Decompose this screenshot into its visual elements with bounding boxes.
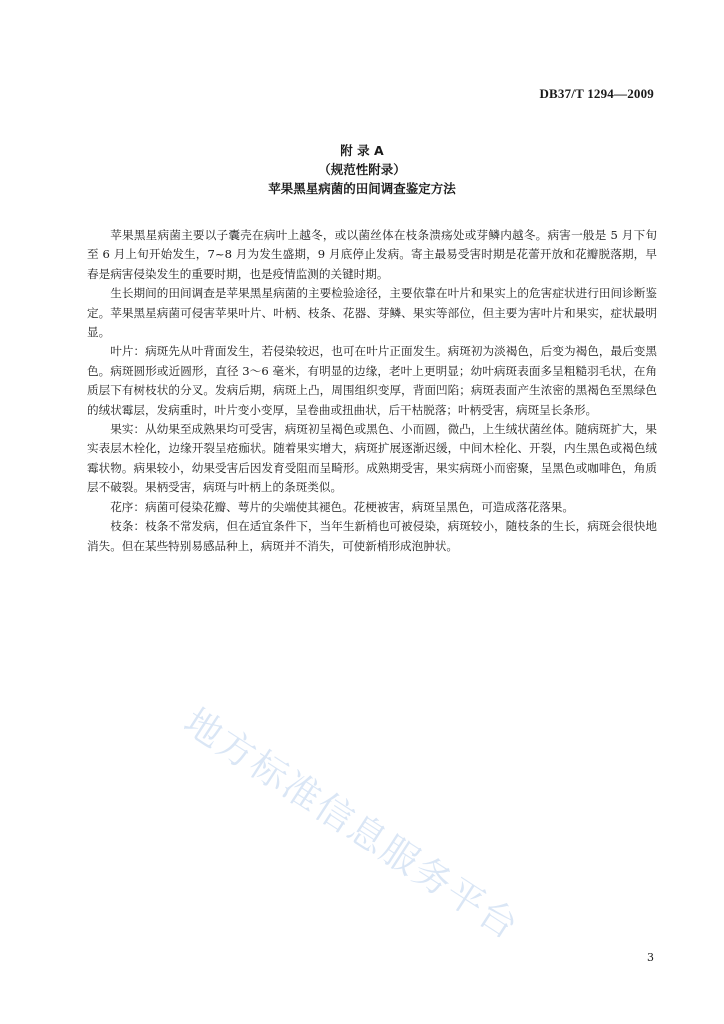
watermark-text: 地方标准信息服务平台 xyxy=(176,699,527,949)
paragraph-overwintering: 苹果黑星病菌主要以子囊壳在病叶上越冬，或以菌丝体在枝条溃疡处或芽鳞内越冬。病害一般是 5 月下旬至 6 月上旬开始发生，7~8 月为发生盛期，9 月底停止发病。寄主最易受害时期是花蕾开放和花瓣脱落期，早春是病害侵染发生的重要时期，也是疫情监测的关键时期。 xyxy=(87,228,657,281)
paragraph-leaf-symptoms: 叶片：病斑先从叶背面发生，若侵染较迟，也可在叶片正面发生。病斑初为淡褐色，后变为褐色，最后变黑色。病斑圆形或近圆形，直径 3～6 毫米，有明显的边缘，老叶上更明显；幼叶病斑表面多呈粗糙羽毛状，在角质层下有树枝状的分叉。发病后期，病斑上凸，周围组织变厚，背面凹陷；病斑表面产生浓密的黑褐色至黑绿色的绒状霉层，发病重时，叶片变小变厚，呈卷曲或扭曲状，后干枯脱落；叶柄受害，病斑呈长条形。 xyxy=(87,344,657,417)
paragraph-branch-symptoms: 枝条：枝条不常发病，但在适宜条件下，当年生新梢也可被侵染，病斑较小，随枝条的生长，病斑会很快地消失。但在某些特别易感品种上，病斑并不消失，可使新梢形成泡肿状。 xyxy=(87,519,657,553)
paragraph-fruit-symptoms: 果实：从幼果至成熟果均可受害，病斑初呈褐色或黑色、小而圆，微凸，上生绒状菌丝体。随病斑扩大，果实表层木栓化，边缘开裂呈疮痂状。随着果实增大，病斑扩展逐渐迟缓，中间木栓化、开裂，内生黑色或褐色绒霉状物。病果较小，幼果受害后因发育受阻而呈畸形。成熟期受害，果实病斑小而密聚，呈黑色或咖啡色，角质层不破裂。果柄受害，病斑与叶柄上的条斑类似。 xyxy=(87,422,657,495)
appendix-title: 苹果黑星病菌的田间调查鉴定方法 xyxy=(268,181,456,196)
paragraph-inflorescence-symptoms: 花序：病菌可侵染花瓣、萼片的尖端使其褪色。花梗被害，病斑呈黑色，可造成落花落果。 xyxy=(110,499,574,514)
page-number: 3 xyxy=(647,951,654,964)
document-code: DB37/T 1294—2009 xyxy=(539,86,654,101)
appendix-heading xyxy=(0,141,724,198)
appendix-label: 附 录 A xyxy=(340,143,384,158)
appendix-type: （规范性附录） xyxy=(318,162,406,177)
appendix-body xyxy=(87,226,657,556)
paragraph-field-survey: 生长期间的田间调查是苹果黑星病菌的主要检验途径，主要依靠在叶片和果实上的危害症状进行田间诊断鉴定。苹果黑星病菌可侵害苹果叶片、叶柄、枝条、花器、芽鳞、果实等部位，但主要为害叶片和果实，症状最明显。 xyxy=(87,286,657,340)
